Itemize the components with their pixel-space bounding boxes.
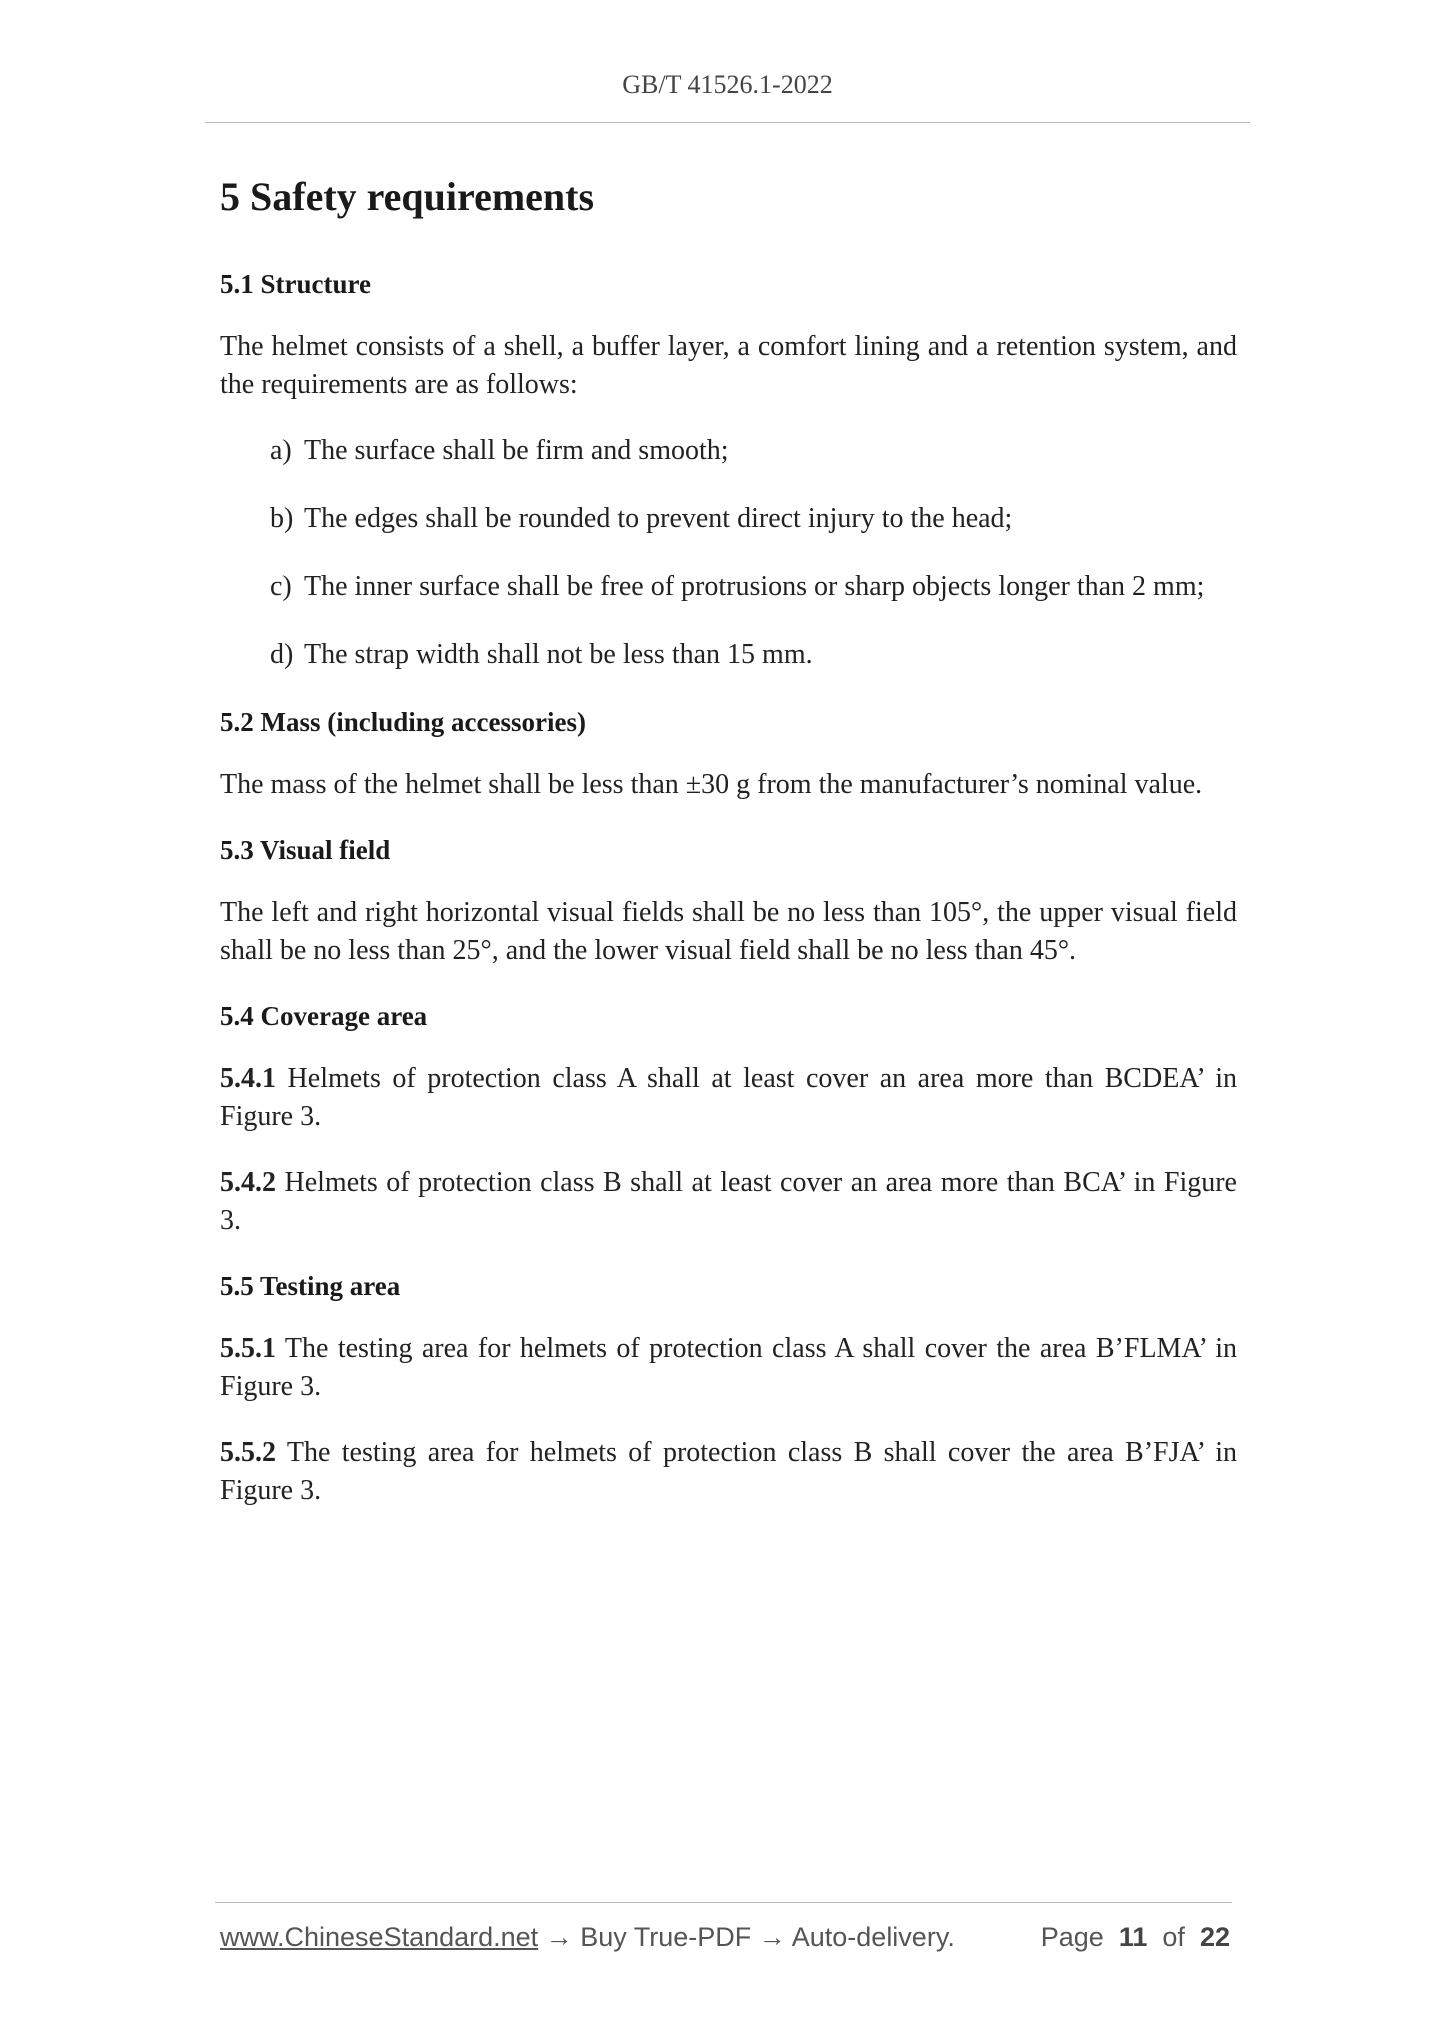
clause-number: 5.4.2 bbox=[220, 1167, 276, 1198]
clause-text: Helmets of protection class A shall at least cover an area more than BCDEA’ in Figure 3. bbox=[220, 1063, 1237, 1132]
list-item-text: The inner surface shall be free of protrusions or sharp objects longer than 2 mm; bbox=[304, 571, 1205, 602]
list-item-text: The surface shall be firm and smooth; bbox=[304, 435, 729, 466]
footer-promo bbox=[220, 1922, 955, 1953]
clause-text: Helmets of protection class B shall at least cover an area more than BCA’ in Figure 3. bbox=[220, 1167, 1237, 1236]
list-item bbox=[270, 432, 1237, 470]
footer-divider bbox=[215, 1902, 1232, 1903]
subsection-title-5-3: 5.3 Visual field bbox=[220, 835, 391, 865]
subsection-title-5-4: 5.4 Coverage area bbox=[220, 1001, 428, 1031]
subsection-title-5-2: 5.2 Mass (including accessories) bbox=[220, 707, 586, 737]
clause-5-4-2 bbox=[220, 1164, 1237, 1240]
list-marker: b) bbox=[270, 503, 294, 534]
subsection-title-5-5: 5.5 Testing area bbox=[220, 1271, 401, 1301]
list-item bbox=[270, 568, 1237, 606]
subsection-title-5-1: 5.1 Structure bbox=[220, 269, 371, 299]
promo-text: → Buy True-PDF → Auto-delivery. bbox=[538, 1922, 955, 1952]
list-item bbox=[270, 500, 1237, 538]
page-header: GB/T 41526.1-2022 bbox=[622, 70, 833, 99]
structure-intro: The helmet consists of a shell, a buffer layer, a comfort lining and a retention system, and the requirements are as follows: bbox=[220, 331, 1237, 400]
list-marker: a) bbox=[270, 435, 292, 466]
section-title: 5 Safety requirements bbox=[220, 174, 595, 219]
list-marker: c) bbox=[270, 571, 292, 602]
list-item-text: The strap width shall not be less than 15 mm. bbox=[304, 639, 813, 670]
clause-text: The testing area for helmets of protection class A shall cover the area B’FLMA’ in Figure 3. bbox=[220, 1333, 1237, 1402]
clause-number: 5.5.2 bbox=[220, 1437, 276, 1468]
structure-requirements-list bbox=[220, 432, 1237, 674]
clause-number: 5.4.1 bbox=[220, 1063, 276, 1094]
mass-paragraph: The mass of the helmet shall be less than ±30 g from the manufacturer’s nominal value. bbox=[220, 769, 1203, 800]
current-page: 11 bbox=[1118, 1922, 1148, 1952]
of-label: of bbox=[1162, 1922, 1185, 1952]
page-footer bbox=[220, 1922, 1230, 1962]
clause-number: 5.5.1 bbox=[220, 1333, 276, 1364]
clause-5-4-1 bbox=[220, 1060, 1237, 1136]
total-pages: 22 bbox=[1199, 1922, 1230, 1952]
document-body bbox=[220, 168, 1237, 1538]
clause-5-5-1 bbox=[220, 1330, 1237, 1406]
clause-text: The testing area for helmets of protection class B shall cover the area B’FJA’ in Figure 3. bbox=[220, 1437, 1237, 1506]
page-number bbox=[1041, 1922, 1230, 1953]
visual-field-paragraph: The left and right horizontal visual fields shall be no less than 105°, the upper visual field shall be no less than 25°, and the lower visual field shall be no less than 45°. bbox=[220, 897, 1237, 966]
header-divider bbox=[205, 122, 1250, 123]
website-link[interactable]: www.ChineseStandard.net bbox=[220, 1922, 539, 1952]
list-marker: d) bbox=[270, 639, 294, 670]
list-item bbox=[270, 636, 1237, 674]
clause-5-5-2 bbox=[220, 1434, 1237, 1510]
page-label: Page bbox=[1040, 1922, 1104, 1952]
list-item-text: The edges shall be rounded to prevent direct injury to the head; bbox=[304, 503, 1013, 534]
